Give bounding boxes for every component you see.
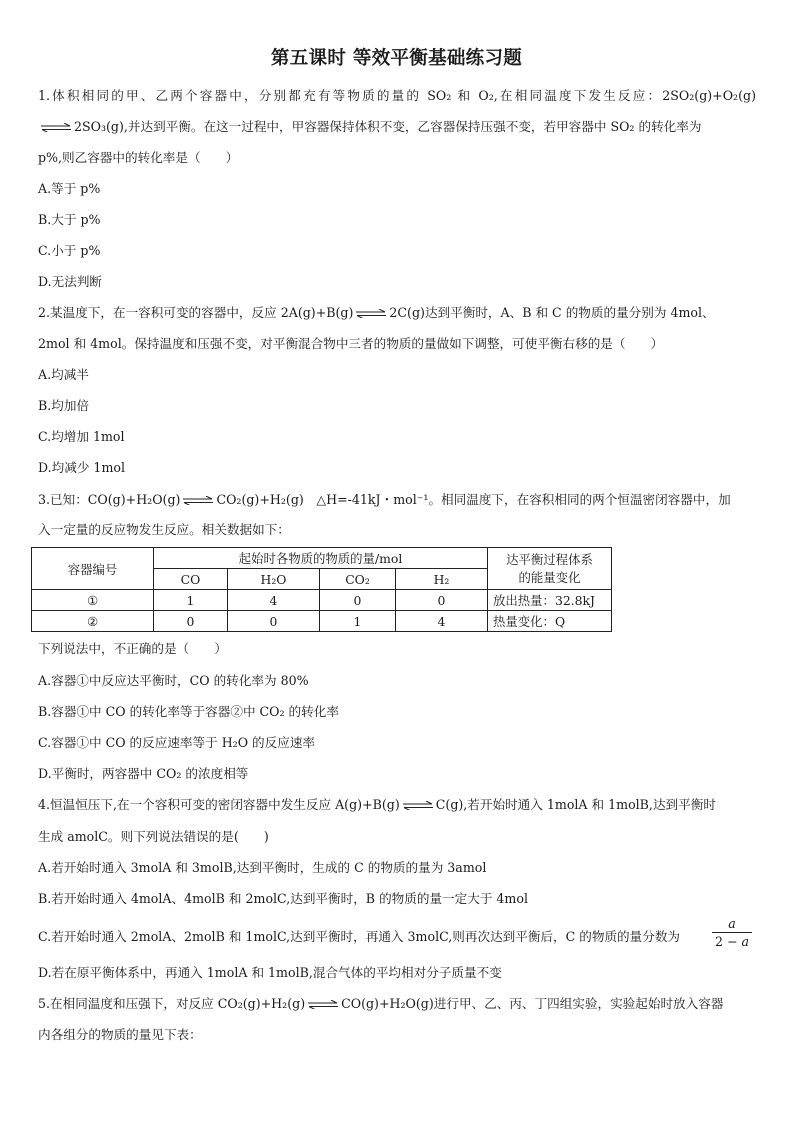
q2-option-c: C.均增加 1mol [38, 429, 125, 444]
formula-denominator-var: a [741, 934, 750, 949]
q2-option-d: D.均减少 1mol [38, 460, 125, 475]
species-header: H₂O [228, 569, 320, 590]
mole-fraction-formula [712, 916, 752, 949]
q4-option-a: A.若开始时通入 3molA 和 3molB,达到平衡时，生成的 C 的物质的量为 3amol [38, 860, 487, 875]
q1-option-c: C.小于 p% [38, 243, 101, 258]
q4-option-b: B.若开始时通入 4molA、4molB 和 2molC,达到平衡时，B 的物质的量一定大于 4mol [38, 891, 528, 906]
q4-line1 [38, 797, 716, 813]
table-cell: 1 [154, 590, 228, 611]
q2-option-a: A.均减半 [38, 367, 89, 382]
species-header: H₂ [396, 569, 488, 590]
formula-denominator [712, 934, 752, 949]
table-cell: 4 [396, 611, 488, 632]
q5-line2: 内各组分的物质的量见下表： [38, 1027, 202, 1042]
equilibrium-arrow-icon [308, 1000, 338, 1009]
q1-option-a: A.等于 p% [38, 181, 101, 196]
col-container-header: 容器编号 [32, 548, 154, 590]
table-cell: 0 [228, 611, 320, 632]
reaction-data-table [31, 547, 612, 632]
q2-line1 [38, 305, 715, 321]
q3-line2: 入一定量的反应物发生反应。相关数据如下： [38, 522, 290, 537]
q3-line1-tail: CO₂(g)+H₂(g) △H=-41kJ・mol⁻¹。相同温度下，在容积相同的两个恒温密闭容器中，加 [216, 492, 731, 507]
q5-line1 [38, 996, 723, 1012]
q5-line1-tail: CO(g)+H₂O(g)进行甲、乙、丙、丁四组实验，实验起始时放入容器 [341, 996, 724, 1011]
table-row [32, 611, 612, 632]
equilibrium-arrow-icon [183, 496, 213, 505]
q2-line1-tail: 2C(g)达到平衡时，A、B 和 C 的物质的量分别为 4mol、 [389, 305, 715, 320]
q1-option-b: B.大于 p% [38, 212, 101, 227]
q3-option-b: B.容器①中 CO 的转化率等于容器②中 CO₂ 的转化率 [38, 704, 339, 719]
q3-option-a: A.容器①中反应达平衡时，CO 的转化率为 80% [38, 673, 309, 688]
q2-option-b: B.均加倍 [38, 398, 90, 413]
container-id: ② [32, 611, 154, 632]
q2-line2: 2mol 和 4mol。保持温度和压强不变，对平衡混合物中三者的物质的量做如下调整，可使平衡右移的是（ ） [38, 336, 664, 351]
table-cell: 0 [396, 590, 488, 611]
q4-line1-tail: C(g),若开始时通入 1molA 和 1molB,达到平衡时 [435, 797, 716, 812]
equilibrium-arrow-icon [356, 309, 386, 318]
q4-line2: 生成 amolC。则下列说法错误的是( ) [38, 829, 269, 844]
q4-option-c: C.若开始时通入 2molA、2molB 和 1molC,达到平衡时，再通入 3molC,则再次达到平衡后，C 的物质的量分数为 [38, 929, 681, 944]
table-cell: 0 [154, 611, 228, 632]
q5-line1-lead: 5.在相同温度和压强下，对反应 CO₂(g)+H₂(g) [38, 996, 306, 1011]
fraction-bar [712, 932, 752, 933]
col-energy-header [488, 548, 612, 590]
q3-line1-lead: 3.已知：CO(g)+H₂O(g) [38, 492, 181, 507]
q1-line2 [38, 119, 701, 135]
col-energy-header-line1: 达平衡过程体系 [506, 551, 593, 567]
energy-change-cell: 热量变化：Q [488, 611, 612, 632]
q4-line1-lead: 4.恒温恒压下,在一个容积可变的密闭容器中发生反应 A(g)+B(g) [38, 797, 400, 812]
q3-stem: 下列说法中，不正确的是（ ） [38, 641, 227, 656]
q3-option-c: C.容器①中 CO 的反应速率等于 H₂O 的反应速率 [38, 735, 316, 750]
q4-option-d: D.若在原平衡体系中，再通入 1molA 和 1molB,混合气体的平均相对分子质量不变 [38, 965, 502, 980]
equilibrium-arrow-icon [403, 801, 433, 810]
q1-line2-text: 2SO₃(g),并达到平衡。在这一过程中，甲容器保持体积不变，乙容器保持压强不变，若甲容器中 SO₂ 的转化率为 [74, 119, 702, 134]
formula-numerator: a [728, 916, 736, 931]
table-cell: 4 [228, 590, 320, 611]
container-id: ① [32, 590, 154, 611]
energy-change-cell: 放出热量：32.8kJ [488, 590, 612, 611]
equilibrium-arrow-icon [41, 123, 71, 132]
q3-option-d: D.平衡时，两容器中 CO₂ 的浓度相等 [38, 766, 249, 781]
q1-line3: p%,则乙容器中的转化率是（ ） [38, 150, 239, 165]
col-energy-header-line2: 的能量变化 [518, 569, 581, 585]
q1-option-d: D.无法判断 [38, 274, 103, 289]
table-cell: 1 [320, 611, 396, 632]
col-start-header: 起始时各物质的物质的量/mol [154, 548, 488, 569]
q3-line1 [38, 492, 731, 508]
table-header-row [32, 548, 612, 569]
table-cell: 0 [320, 590, 396, 611]
species-header: CO [154, 569, 228, 590]
q2-line1-lead: 2.某温度下，在一容积可变的容器中，反应 2A(g)+B(g) [38, 305, 354, 320]
table-row [32, 590, 612, 611]
formula-denominator-lead: 2 − [714, 934, 742, 949]
species-header: CO₂ [320, 569, 396, 590]
page-title: 第五课时 等效平衡基础练习题 [270, 48, 523, 69]
q1-line1: 1.体积相同的甲、乙两个容器中，分别都充有等物质的量的 SO₂ 和 O₂,在相同温度下发生反应：2SO₂(g)+O₂(g) [38, 88, 756, 103]
